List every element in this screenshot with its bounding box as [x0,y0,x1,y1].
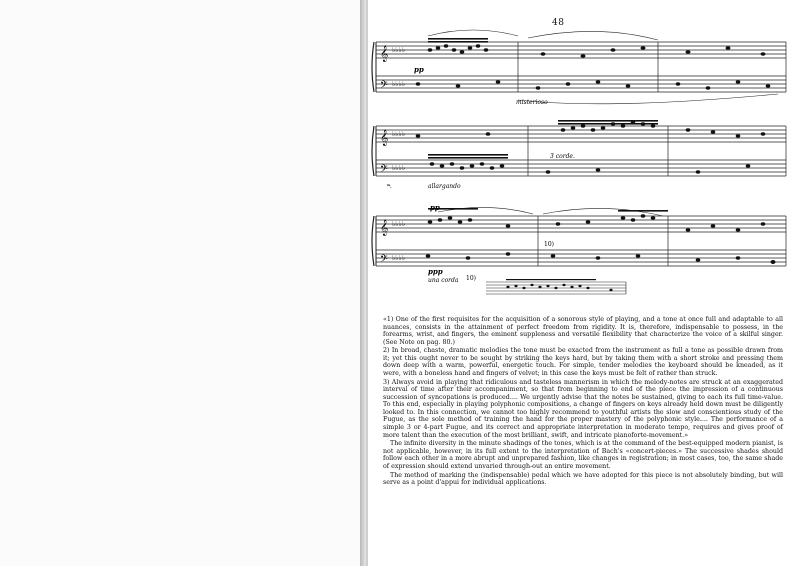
svg-text:𝄢: 𝄢 [380,79,388,93]
paragraph-shadings: The infinite diversity in the minute shadings of the tones, which is at the command of the best-equipped modern pianist, is not applicable, however, in its full extent to the interpretation of Bach's «concert-pieces.» The successive shades should follow each other in a more abrupt and unprepared fashion, like changes in registration; in most cases, too, the same shade of expression should extend unvaried through-out an entire movement. [383,440,783,470]
svg-text:una corda: una corda [428,277,459,284]
svg-text:allargando: allargando [428,183,461,190]
svg-text:♭♭♭♭: ♭♭♭♭ [392,220,406,228]
svg-text:𝄞: 𝄞 [380,46,389,62]
svg-text:𝄢: 𝄢 [380,253,388,267]
footnote-1: «1) One of the first requisites for the acquisition of a sonorous style of playing, and a tone at once full and adaptable to all nuances, consists in the attainment of perfect freedom from rigidity. It is, therefore, indispensable to possess, in the forearms, wrist, and fingers, the eminent suppleness and versatile flexibility that characterize the voice of a skilful singer. (See Note on pag. 80.) [383,316,783,346]
svg-text:𝆮.: 𝆮. [386,183,392,190]
svg-text:ppp: ppp [428,267,443,276]
footnotes-text [383,316,783,488]
svg-text:♭♭♭♭: ♭♭♭♭ [392,46,406,54]
svg-text:𝄞: 𝄞 [380,220,389,236]
svg-text:10): 10) [544,241,554,248]
paragraph-pedal: The method of marking the (indispensable) pedal which we have adopted for this piece is not absolutely binding, but will serve as a point d'appui for individual applications. [383,471,783,487]
svg-text:pp: pp [414,65,424,74]
svg-text:𝄞: 𝄞 [380,130,389,146]
svg-text:♭♭♭♭: ♭♭♭♭ [392,80,406,88]
music-score [368,26,800,306]
blank-left-page [0,0,360,566]
score-system-1 [372,30,786,106]
svg-text:♭♭♭♭: ♭♭♭♭ [392,254,406,262]
footnote-2: 2) In broad, chaste, dramatic melodies the tone must be exacted from the instrument as full a tone as possible drawn from it; yet this ought never to be sought by striking the keys hard, but by taking them with a short stroke and pressing them down deep with a warm, powerful, energetic touch. For simple, tender melodies the keyboard should be kneaded, as it were, with a boneless hand and fingers of velvet; in this case the keys must be felt of rather than struck. [383,347,783,378]
svg-text:♭♭♭♭: ♭♭♭♭ [392,164,406,172]
svg-text:10): 10) [466,275,476,282]
score-system-3 [372,203,786,284]
footnote-3: 3) Always avoid in playing that ridiculous and tasteless mannerism in which the melody-notes are struck at an exaggerated interval of time after their accompaniment, so that from beginning to end of the piece the impression of a continuous succession of syncopations is produced.... We urgently advise that the notes be sustained, giving to each its full time-value. To this end, especially in playing polyphonic compositions, a change of fingers on keys already held down must be diligently looked to. In this connection, we cannot too highly recommend to youthful artists the slow and conscientious study of the Fugue, as the sole method of training the hand for the proper mastery of the polyphonic style.... The performance of a simple 3 or 4-part Fugue, and its correct and appropriate interpretation in moderato tempo, requires and gives proof of more talent than the execution of the most brilliant, swift, and intricate pianoforte-movement.» [383,378,783,439]
svg-text:pp: pp [430,203,440,212]
page-number: 48 [552,18,565,28]
svg-text:misterioso: misterioso [516,99,548,106]
score-ossia [466,275,626,294]
svg-text:3 corde.: 3 corde. [550,153,575,160]
svg-text:♭♭♭♭: ♭♭♭♭ [392,130,406,138]
score-system-2 [372,120,786,190]
svg-text:𝄢: 𝄢 [380,163,388,177]
